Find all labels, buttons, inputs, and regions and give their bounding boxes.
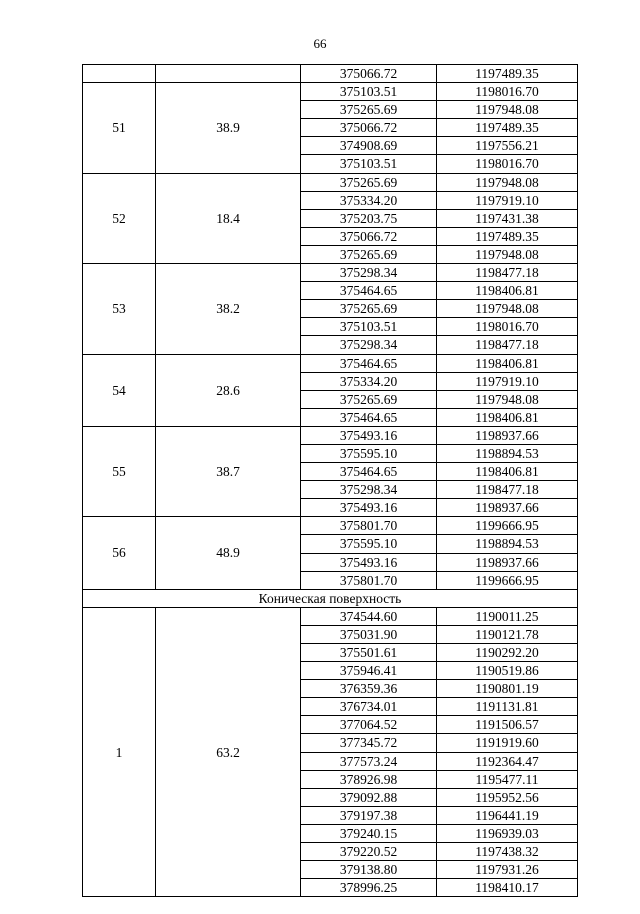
cell-y: 1197431.38	[437, 209, 578, 227]
cell-y: 1198410.17	[437, 879, 578, 897]
table-row	[83, 83, 578, 101]
cell-y: 1197931.26	[437, 861, 578, 879]
cell-empty	[156, 65, 301, 83]
cell-x: 375265.69	[301, 300, 437, 318]
cell-value: 48.9	[156, 517, 301, 589]
cell-value: 38.9	[156, 83, 301, 173]
cell-x: 374544.60	[301, 607, 437, 625]
cell-number: 51	[83, 83, 156, 173]
table-row	[83, 517, 578, 535]
cell-y: 1198477.18	[437, 264, 578, 282]
cell-value: 38.2	[156, 264, 301, 354]
section-title: Коническая поверхность	[83, 589, 578, 607]
table-row	[83, 65, 578, 83]
cell-x: 375265.69	[301, 101, 437, 119]
cell-y: 1190519.86	[437, 662, 578, 680]
cell-y: 1198477.18	[437, 336, 578, 354]
cell-number: 56	[83, 517, 156, 589]
cell-x: 375464.65	[301, 354, 437, 372]
cell-y: 1197948.08	[437, 390, 578, 408]
cell-x: 375464.65	[301, 282, 437, 300]
table-row	[83, 264, 578, 282]
cell-x: 375265.69	[301, 173, 437, 191]
cell-number: 54	[83, 354, 156, 426]
cell-x: 375946.41	[301, 662, 437, 680]
cell-value: 38.7	[156, 426, 301, 516]
cell-y: 1197556.21	[437, 137, 578, 155]
cell-y: 1195477.11	[437, 770, 578, 788]
cell-x: 375801.70	[301, 571, 437, 589]
cell-y: 1198477.18	[437, 481, 578, 499]
cell-y: 1198937.66	[437, 499, 578, 517]
cell-x: 379197.38	[301, 806, 437, 824]
cell-number: 55	[83, 426, 156, 516]
cell-y: 1197948.08	[437, 101, 578, 119]
cell-x: 375103.51	[301, 318, 437, 336]
cell-x: 375265.69	[301, 245, 437, 263]
table-row	[83, 173, 578, 191]
cell-x: 375493.16	[301, 553, 437, 571]
cell-x: 377345.72	[301, 734, 437, 752]
cell-y: 1197489.35	[437, 65, 578, 83]
cell-x: 377573.24	[301, 752, 437, 770]
cell-x: 375298.34	[301, 481, 437, 499]
cell-x: 375031.90	[301, 625, 437, 643]
cell-y: 1198937.66	[437, 553, 578, 571]
cell-value: 28.6	[156, 354, 301, 426]
cell-y: 1197919.10	[437, 191, 578, 209]
cell-x: 375066.72	[301, 227, 437, 245]
cell-y: 1198406.81	[437, 354, 578, 372]
cell-value: 18.4	[156, 173, 301, 263]
cell-y: 1198894.53	[437, 535, 578, 553]
cell-x: 375066.72	[301, 119, 437, 137]
cell-x: 375493.16	[301, 499, 437, 517]
cell-y: 1197438.32	[437, 843, 578, 861]
cell-x: 377064.52	[301, 716, 437, 734]
cell-y: 1199666.95	[437, 517, 578, 535]
cell-value: 63.2	[156, 607, 301, 897]
cell-y: 1198016.70	[437, 318, 578, 336]
cell-x: 379138.80	[301, 861, 437, 879]
cell-x: 375298.34	[301, 336, 437, 354]
cell-y: 1190801.19	[437, 680, 578, 698]
page-number: 66	[313, 36, 327, 51]
cell-x: 378996.25	[301, 879, 437, 897]
cell-x: 375203.75	[301, 209, 437, 227]
cell-y: 1197948.08	[437, 245, 578, 263]
cell-y: 1190292.20	[437, 644, 578, 662]
cell-x: 375493.16	[301, 426, 437, 444]
cell-x: 375464.65	[301, 463, 437, 481]
cell-y: 1198016.70	[437, 155, 578, 173]
cell-y: 1197948.08	[437, 300, 578, 318]
cell-y: 1192364.47	[437, 752, 578, 770]
cell-y: 1198406.81	[437, 463, 578, 481]
coordinates-table	[82, 64, 578, 897]
cell-number: 53	[83, 264, 156, 354]
cell-y: 1196441.19	[437, 806, 578, 824]
table-row	[83, 354, 578, 372]
cell-y: 1191919.60	[437, 734, 578, 752]
cell-y: 1197489.35	[437, 227, 578, 245]
cell-y: 1198894.53	[437, 444, 578, 462]
cell-x: 375464.65	[301, 408, 437, 426]
cell-y: 1191131.81	[437, 698, 578, 716]
cell-x: 376359.36	[301, 680, 437, 698]
cell-x: 375103.51	[301, 155, 437, 173]
cell-x: 375334.20	[301, 191, 437, 209]
cell-x: 375066.72	[301, 65, 437, 83]
cell-x: 379220.52	[301, 843, 437, 861]
table-row	[83, 607, 578, 625]
cell-number: 52	[83, 173, 156, 263]
cell-x: 376734.01	[301, 698, 437, 716]
cell-x: 375298.34	[301, 264, 437, 282]
cell-x: 378926.98	[301, 770, 437, 788]
cell-y: 1190011.25	[437, 607, 578, 625]
cell-y: 1195952.56	[437, 788, 578, 806]
cell-number: 1	[83, 607, 156, 897]
cell-y: 1191506.57	[437, 716, 578, 734]
cell-x: 375595.10	[301, 535, 437, 553]
cell-y: 1196939.03	[437, 824, 578, 842]
cell-y: 1198406.81	[437, 282, 578, 300]
cell-y: 1197948.08	[437, 173, 578, 191]
cell-x: 375501.61	[301, 644, 437, 662]
cell-x: 374908.69	[301, 137, 437, 155]
cell-x: 379092.88	[301, 788, 437, 806]
cell-x: 375801.70	[301, 517, 437, 535]
cell-y: 1197919.10	[437, 372, 578, 390]
cell-x: 375265.69	[301, 390, 437, 408]
cell-x: 379240.15	[301, 824, 437, 842]
cell-y: 1199666.95	[437, 571, 578, 589]
cell-y: 1190121.78	[437, 625, 578, 643]
cell-y: 1197489.35	[437, 119, 578, 137]
cell-x: 375103.51	[301, 83, 437, 101]
cell-y: 1198406.81	[437, 408, 578, 426]
cell-y: 1198937.66	[437, 426, 578, 444]
cell-x: 375334.20	[301, 372, 437, 390]
cell-empty	[83, 65, 156, 83]
section-row	[83, 589, 578, 607]
cell-x: 375595.10	[301, 444, 437, 462]
table-row	[83, 426, 578, 444]
cell-y: 1198016.70	[437, 83, 578, 101]
